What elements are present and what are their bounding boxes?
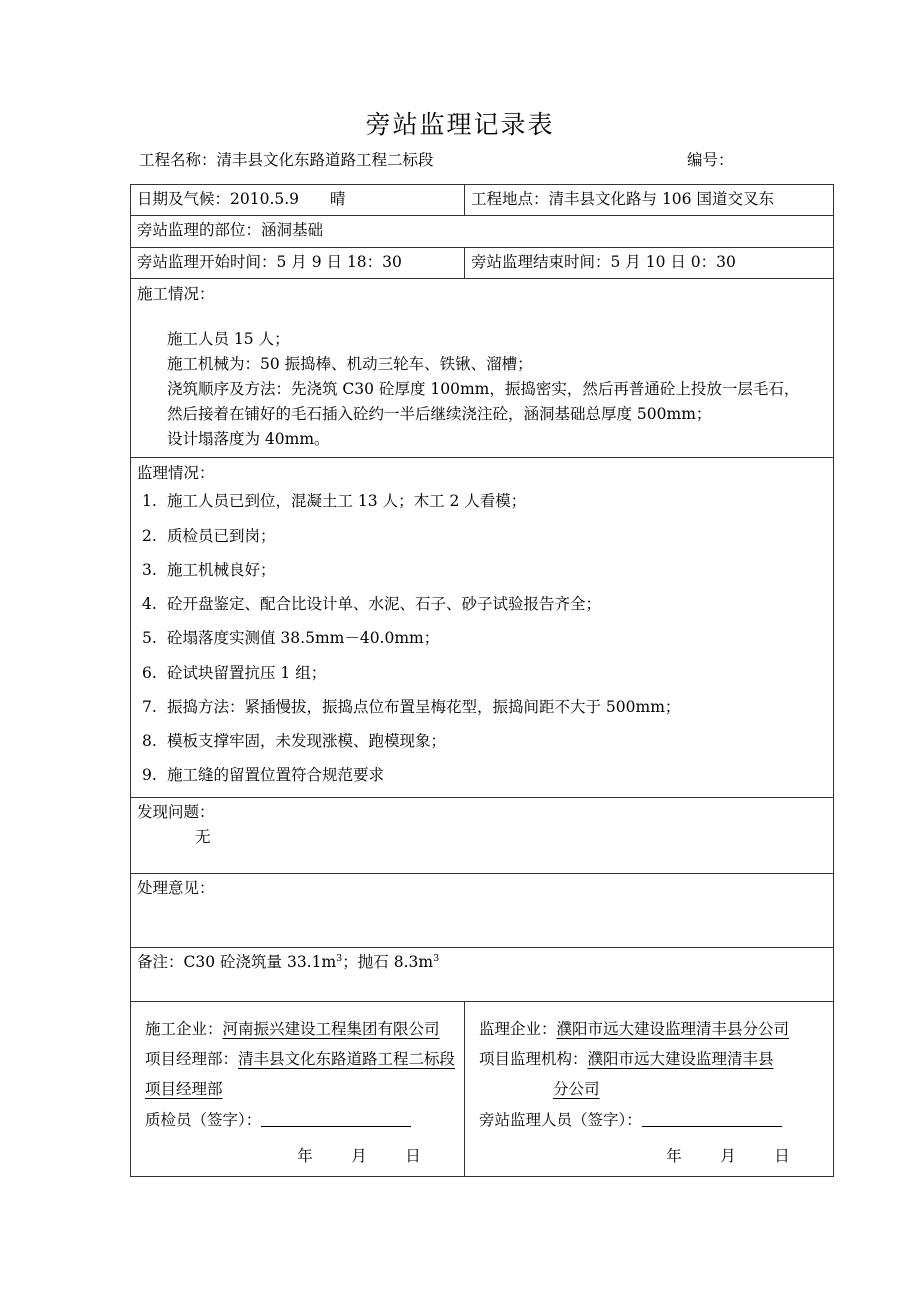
table-row-remarks [131,948,834,1002]
list-item-text: 模板支撑牢固，未发现涨模、跑模现象； [167,732,447,751]
list-item [137,622,827,656]
list-item [137,725,827,759]
list-item-index: 3. [142,560,157,579]
list-item-index: 7. [142,697,157,716]
supervisor-company-label: 监理企业： [479,1020,557,1039]
project-name [139,148,434,170]
end-time-value: 5 月 10 日 0：30 [610,252,736,271]
remarks-text-b: ；抛石 8.3m [342,953,434,972]
date-weather-label: 日期及气候： [137,190,231,208]
cell-signature-contractor [131,1002,465,1177]
contractor-signer [145,1105,454,1135]
start-time-label: 旁站监理开始时间： [137,252,277,271]
table-row-date-location [131,185,834,216]
construction-line: 施工机械为：50 振捣棒、机动三轮车、铁锹、溜槽； [167,355,533,374]
supervision-label: 监理情况： [137,463,215,482]
supervisor-company-value: 濮阳市远大建设监理清丰县分公司 [556,1020,790,1039]
table-row-signatures [131,1002,834,1177]
supervisor-signature-field[interactable] [642,1110,782,1127]
part-label: 旁站监理的部位： [137,221,262,240]
supervisor-dept-line2-wrap [479,1074,823,1104]
supervisor-dept-value-line2: 分公司 [553,1080,600,1099]
page-watermark: · [139,1244,141,1250]
list-item [137,656,827,690]
list-item-text: 砼开盘鉴定、配合比设计单、水泥、石子、砂子试验报告齐全； [167,595,602,614]
list-item [137,519,827,553]
remarks-text-a: C30 砼浇筑量 33.1m [183,953,337,972]
construction-line: 施工人员 15 人； [167,330,290,348]
contractor-date-line [145,1145,454,1168]
supervisor-day: 日 [774,1146,790,1165]
list-item-text: 砼试块留置抗压 1 组； [167,663,327,682]
remarks-label: 备注： [137,953,184,972]
document-number-label: 编号： [687,151,734,169]
part-value: 涵洞基础 [261,221,324,240]
location-label: 工程地点： [471,190,549,208]
problems-label: 发现问题： [137,803,215,822]
cell-date-weather [131,185,465,216]
supervisor-company [479,1014,823,1044]
problems-value: 无 [195,828,211,847]
supervisor-dept-label: 项目监理机构： [479,1050,588,1069]
project-name-value: 清丰县文化东路道路工程二标段 [216,151,434,169]
list-item-index: 6. [142,663,157,682]
project-name-label: 工程名称： [139,151,217,169]
contractor-dept-label: 项目经理部： [145,1050,239,1069]
list-item-index: 8. [142,732,157,751]
supervisor-dept [479,1044,823,1074]
supervisor-signer [479,1105,823,1135]
list-item [137,759,827,793]
cell-signature-supervisor [465,1002,834,1177]
list-item-index: 2. [142,526,157,545]
cell-location [465,185,834,216]
contractor-company-label: 施工企业： [145,1020,223,1039]
construction-spacer [137,306,827,327]
contractor-dept-value-line2: 项目经理部 [145,1080,223,1099]
supervisor-date-line [479,1145,823,1168]
construction-line: 然后接着在铺好的毛石插入砼约一半后继续浇注砼，涵洞基础总厚度 500mm； [167,405,712,424]
contractor-company-value: 河南振兴建设工程集团有限公司 [222,1020,440,1039]
contractor-year: 年 [297,1146,313,1165]
supervisor-signer-label: 旁站监理人员（签字）： [479,1110,642,1129]
cell-end-time [465,247,834,278]
list-item-index: 5. [142,629,157,648]
table-row-part [131,216,834,247]
list-item-text: 砼塌落度实测值 38.5mm－40.0mm； [167,629,440,648]
contractor-day: 日 [405,1146,421,1165]
list-item-index: 1. [142,492,157,511]
list-item-text: 质检员已到岗； [167,526,276,545]
remarks-sup-a: 3 [336,952,343,964]
start-time-value: 5 月 9 日 18：30 [276,252,402,271]
list-item [137,553,827,587]
list-item [137,690,827,724]
table-row-construction [131,278,834,457]
construction-label: 施工情况： [137,284,215,303]
table-row-supervision [131,457,834,798]
record-table [130,184,834,1177]
contractor-signer-label: 质检员（签字）： [145,1110,262,1129]
contractor-month: 月 [351,1146,367,1165]
date-weather-value: 2010.5.9 晴 [230,190,346,208]
contractor-company [145,1014,454,1044]
table-row-opinions [131,874,834,948]
supervisor-year: 年 [666,1146,682,1165]
cell-problems [131,798,834,874]
contractor-dept [145,1044,454,1074]
location-value: 清丰县文化路与 106 国道交叉东 [548,190,774,208]
opinions-label: 处理意见： [137,879,215,898]
contractor-dept-value: 清丰县文化东路道路工程二标段 [238,1050,456,1069]
list-item [137,588,827,622]
list-item-text: 施工缝的留置位置符合规范要求 [167,766,385,785]
construction-line: 设计塌落度为 40mm。 [167,430,330,449]
supervisor-month: 月 [720,1146,736,1165]
construction-body [137,327,827,453]
cell-start-time [131,247,465,278]
end-time-label: 旁站监理结束时间： [471,252,611,271]
cell-construction [131,278,834,457]
supervisor-dept-value: 濮阳市远大建设监理清丰县 [587,1050,774,1069]
list-item-text: 振捣方法：紧插慢拔，振捣点位布置呈梅花型，振捣间距不大于 500mm； [167,697,681,716]
list-item-text: 施工人员已到位，混凝土工 13 人；木工 2 人看模； [167,492,527,511]
cell-opinions [131,874,834,948]
list-item-index: 4. [142,595,157,614]
table-row-problems [131,798,834,874]
list-item [137,485,827,519]
list-item-text: 施工机械良好； [167,560,276,579]
cell-supervision [131,457,834,798]
cell-part [131,216,834,247]
cell-remarks [131,948,834,1002]
page-title: 旁站监理记录表 [365,110,555,139]
supervision-list [137,485,827,793]
construction-line: 浇筑顺序及方法：先浇筑 C30 砼厚度 100mm，振捣密实，然后再普通砼上投放一层毛石， [167,380,800,399]
remarks-sup-b: 3 [433,952,440,964]
subheader [139,148,839,174]
list-item-index: 9. [142,766,157,785]
contractor-signature-field[interactable] [261,1110,411,1127]
table-row-times [131,247,834,278]
